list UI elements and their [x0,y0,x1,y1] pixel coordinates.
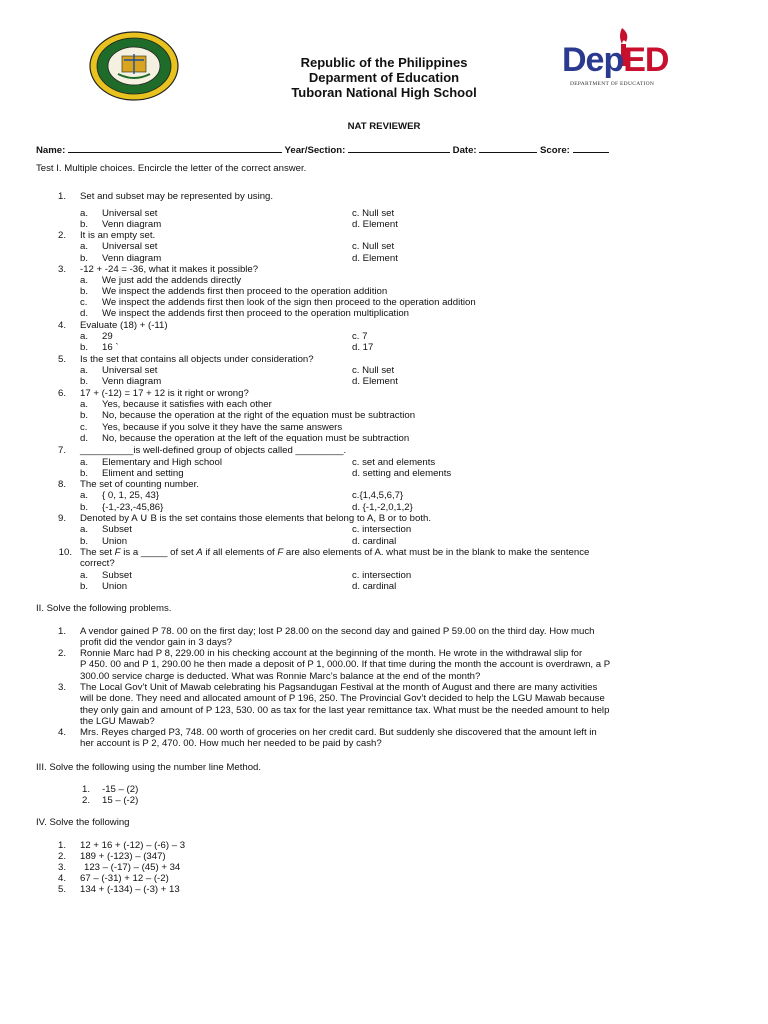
q1-b: Venn diagram [102,219,162,230]
q5-a-letter: a. [80,365,89,376]
p2-line1: Ronnie Marc had P 8, 229.00 in his checking account at the beginning of the month. He wrote in the withdrawal slip for [80,648,583,659]
p4-line2: her account is P 2, 470. 00. How much her needed to be paid by cash? [80,738,382,749]
t4-item4-number: 4. [57,873,66,884]
q3-b: We inspect the addends first then proceed to the operation addition [102,286,388,297]
t4-item1-number: 1. [57,840,66,851]
q10-part2: is a _____ of set [123,547,194,558]
q3-c-letter: c. [80,297,88,308]
q2-c: c. Null set [352,241,395,252]
q5-b: Venn diagram [102,376,162,387]
q3-number: 3. [57,264,66,275]
q10-a-letter: a. [80,570,89,581]
q2-number: 2. [57,230,66,241]
p1-line1: A vendor gained P 78. 00 on the first day; lost P 28.00 on the second day and gained P 59.00 on the third day. How much [80,626,595,637]
t4-item3: 123 – (-17) – (45) + 34 [84,862,181,873]
q9-a: Subset [102,524,132,535]
q10-set-f: F [114,547,121,558]
q7-b: Eliment and setting [102,468,184,479]
q2-b: Venn diagram [102,253,162,264]
p2-line2: P 450. 00 and P 1, 290.00 he then made a deposit of P 1, 000.00. If that time during the month the account is overdrawn, a P [80,659,611,670]
deped-subtitle: DEPARTMENT OF EDUCATION [570,81,655,87]
t4-item4: 67 – (-31) + 12 – (-2) [80,873,169,884]
q8-b-letter: b. [80,502,89,513]
q1-text: Set and subset may be represented by using. [80,191,274,202]
q6-number: 6. [57,388,66,399]
q9-text-end: B is the set contains those elements that belong to A, B or to both. [150,513,432,524]
q10-text-cont: correct? [80,558,115,569]
q5-a: Universal set [102,365,158,376]
q7-c: c. set and elements [352,457,436,468]
score-label: Score: [539,145,570,156]
name-label: Name: [36,145,66,156]
p3-line1: The Local Gov’t Unit of Mawab celebrating his Pagsandugan Festival at the month of August and there are many activities [80,682,598,693]
q9-text-start: Denoted by A [80,513,138,524]
p2-number: 2. [57,648,66,659]
q1-number: 1. [57,191,66,202]
q10-part4: are also elements of A. what must be in the blank to make the sentence [285,547,590,558]
q9-c: c. intersection [352,524,412,535]
q9-b-letter: b. [80,536,89,547]
q5-b-letter: b. [80,376,89,387]
t4-item1: 12 + 16 + (-12) – (-6) – 3 [80,840,186,851]
q7-b-letter: b. [80,468,89,479]
q6-d: No, because the operation at the left of the equation must be subtraction [102,433,410,444]
q10-set-a: A [196,547,203,558]
p3-line3: they only gain and amount of P 123, 530. 00 as tax for the last year remittance tax. What must be the needed amount to help [80,705,610,716]
q10-part1: The set [80,547,112,558]
q6-a: Yes, because it satisfies with each other [102,399,272,410]
student-info-line [36,143,609,156]
q2-a: Universal set [102,241,158,252]
q8-a: { 0, 1, 25, 43} [102,490,160,501]
test4-heading: IV. Solve the following [36,817,130,828]
page-title: NAT REVIEWER [347,121,421,132]
q10-set-f2: F [277,547,284,558]
q8-text: The set of counting number. [80,479,199,490]
q7-a-letter: a. [80,457,89,468]
year-section-label: Year/Section: [284,145,346,156]
q4-number: 4. [57,320,66,331]
q2-b-letter: b. [80,253,89,264]
date-label: Date: [452,145,477,156]
q4-b: 16 ` [102,342,119,353]
q6-d-letter: d. [80,433,89,444]
p4-line1: Mrs. Reyes charged P3, 748. 00 worth of groceries on her credit card. But suddenly she discovered that the amount left in [80,727,597,738]
p4-number: 4. [57,727,66,738]
t4-item5: 134 + (-134) – (-3) + 13 [80,884,180,895]
score-field[interactable] [573,143,609,153]
q10-part3: if all elements of [205,547,275,558]
q4-a-letter: a. [80,331,89,342]
t3-item1-number: 1. [81,784,90,795]
test3-heading: III. Solve the following using the number line Method. [36,762,262,773]
q9-a-letter: a. [80,524,89,535]
deped-wordmark: DepED [562,41,669,79]
q2-a-letter: a. [80,241,89,252]
q3-c: We inspect the addends first then look of the sign then proceed to the operation addition [102,297,476,308]
q6-c: Yes, because if you solve it they have the same answers [102,422,343,433]
q4-text: Evaluate (18) + (-11) [80,320,168,331]
q4-b-letter: b. [80,342,89,353]
q7-d: d. setting and elements [352,468,452,479]
q1-d: d. Element [352,219,398,230]
q5-number: 5. [57,354,66,365]
q3-d-letter: d. [80,308,89,319]
p3-number: 3. [57,682,66,693]
t4-item2-number: 2. [57,851,66,862]
q2-d: d. Element [352,253,398,264]
q6-b: No, because the operation at the right of the equation must be subtraction [102,410,416,421]
date-field[interactable] [479,143,537,153]
q4-d: d. 17 [352,342,374,353]
q8-b: {-1,-23,-45,86} [102,502,164,513]
q5-text: Is the set that contains all objects under consideration? [80,354,314,365]
t3-item2-number: 2. [81,795,90,806]
t4-item5-number: 5. [57,884,66,895]
q10-text [80,547,710,558]
q9-b: Union [102,536,128,547]
p1-number: 1. [57,626,66,637]
q8-d: d. {-1,-2,0,1,2} [352,502,413,513]
q3-b-letter: b. [80,286,89,297]
q6-a-letter: a. [80,399,89,410]
t3-item2: 15 – (-2) [102,795,139,806]
q2-text: It is an empty set. [80,230,156,241]
q4-a: 29 [102,331,113,342]
test1-heading: Test I. Multiple choices. Encircle the letter of the correct answer. [36,163,307,174]
q8-a-letter: a. [80,490,89,501]
q4-c: c. 7 [352,331,368,342]
t4-item3-number: 3. [57,862,66,873]
name-field[interactable] [68,143,282,153]
q5-d: d. Element [352,376,398,387]
header-republic: Republic of the Philippines [300,55,468,70]
q7-a: Elementary and High school [102,457,222,468]
t4-item2: 189 + (-123) – (347) [80,851,166,862]
q5-c: c. Null set [352,365,395,376]
q3-d: We inspect the addends first then proceed to the operation multiplication [102,308,410,319]
p2-line3: 300.00 service charge is deducted. What was Ronnie Marc’s balance at the end of the month? [80,671,481,682]
header-department: Deparment of Education [308,70,460,85]
union-symbol: ∪ [139,512,148,524]
q1-c: c. Null set [352,208,395,219]
q1-b-letter: b. [80,219,89,230]
p1-line2: profit did the vendor gain in 3 days? [80,637,233,648]
q6-c-letter: c. [80,422,88,433]
q1-a-letter: a. [80,208,89,219]
deped-logo [560,26,692,90]
p3-line2: will be done. They need and allocated amount of P 196, 250. The Provincial Gov’t decided to help the LGU Mawab because [80,693,605,704]
q10-a: Subset [102,570,132,581]
q8-c: c.{1,4,5,6,7} [352,490,404,501]
q3-a: We just add the addends directly [102,275,242,286]
q10-b: Union [102,581,128,592]
q10-number: 10. [58,547,72,558]
q8-number: 8. [57,479,66,490]
q10-d: d. cardinal [352,581,397,592]
q7-text: __________is well-defined group of objects called _________. [80,445,347,456]
q9-number: 9. [57,513,66,524]
q3-text: -12 + -24 = -36, what it makes it possible? [80,264,259,275]
q9-d: d. cardinal [352,536,397,547]
test2-heading: II. Solve the following problems. [36,603,172,614]
q6-text: 17 + (-12) = 17 + 12 is it right or wrong? [80,388,249,399]
q10-c: c. intersection [352,570,412,581]
q7-number: 7. [57,445,66,456]
q9-text [80,513,710,524]
q1-a: Universal set [102,208,158,219]
header-school: Tuboran National High School [291,85,477,100]
p3-line4: the LGU Mawab? [80,716,155,727]
q3-a-letter: a. [80,275,89,286]
year-section-field[interactable] [348,143,450,153]
q10-b-letter: b. [80,581,89,592]
t3-item1: -15 – (2) [102,784,139,795]
q6-b-letter: b. [80,410,89,421]
